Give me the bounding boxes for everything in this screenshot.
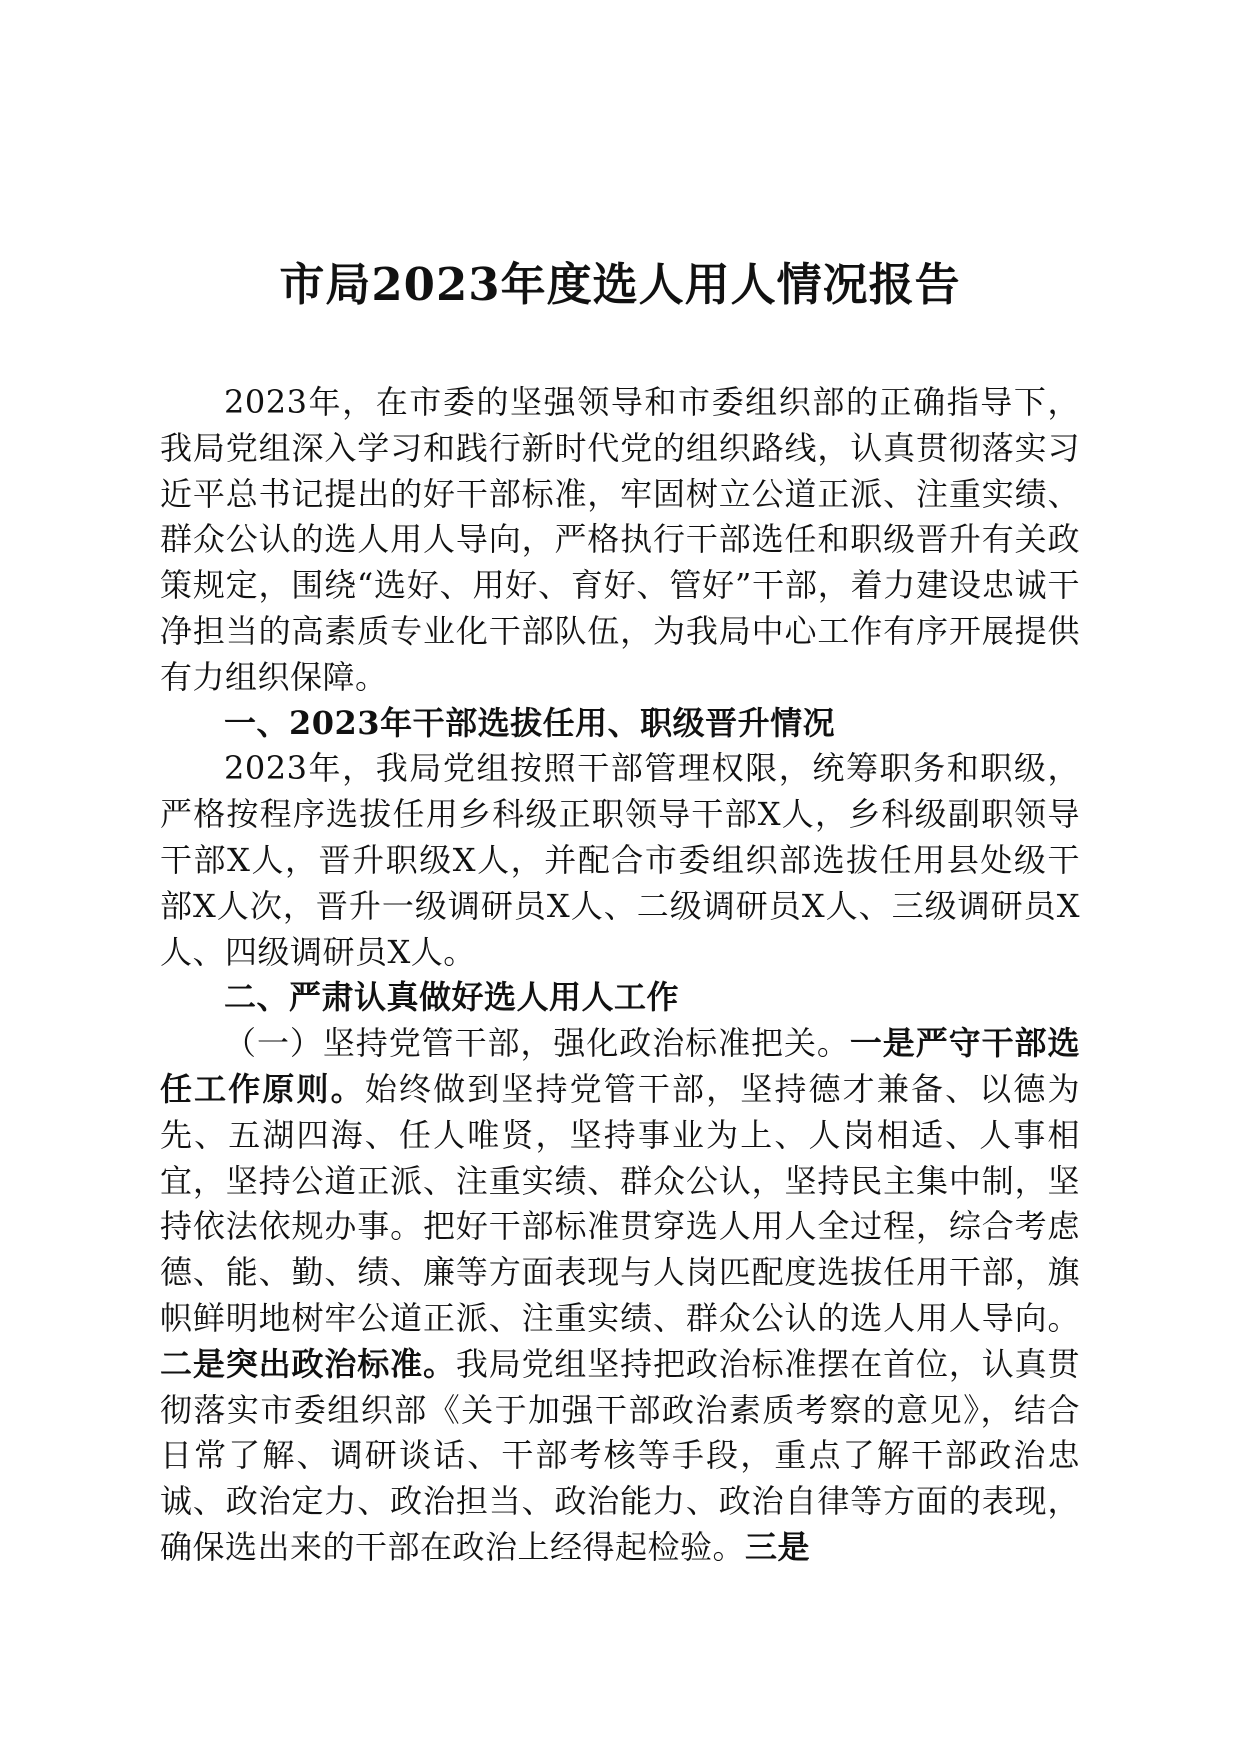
point1-text: 始终做到坚持党管干部，坚持德才兼备、以德为先、五湖四海、任人唯贤，坚持事业为上、人岗相适、人事相宜，坚持公道正派、注重实绩、群众公认，坚持民主集中制，坚持依法依规办事。把好干部标准贯穿选人用人全过程，综合考虑德、能、勤、绩、廉等方面表现与人岗匹配度选拔任用干部，旗帜鲜明地树牢公道正派、注重实绩、群众公认的选人用人导向。 <box>160 1069 1080 1337</box>
document-title: 市局2023年度选人用人情况报告 <box>279 258 961 311</box>
section1-paragraph: 2023年，我局党组按照干部管理权限，统筹职务和职级，严格按程序选拔任用乡科级正职领导干部X人，乡科级副职领导干部X人，晋升职级X人，并配合市委组织部选拔任用县处级干部X人次，晋升一级调研员X人、二级调研员X人、三级调研员X人、四级调研员X人。 <box>160 749 1080 971</box>
point3-lead: 三是 <box>745 1527 811 1566</box>
section2-sub1-paragraph <box>160 1021 1080 1571</box>
intro-paragraph: 2023年，在市委的坚强领导和市委组织部的正确指导下，我局党组深入学习和践行新时代党的组织路线，认真贯彻落实习近平总书记提出的好干部标准，牢固树立公道正派、注重实绩、群众公认的选人用人导向，严格执行干部选任和职级晋升有关政策规定，围绕“选好、用好、育好、管好”干部，着力建设忠诚干净担当的高素质专业化干部队伍，为我局中心工作有序开展提供有力组织保障。 <box>160 383 1080 696</box>
point2-text: 我局党组坚持把政治标准摆在首位，认真贯彻落实市委组织部《关于加强干部政治素质考察的意见》，结合日常了解、调研谈话、干部考核等手段，重点了解干部政治忠诚、政治定力、政治担当、政治能力、政治自律等方面的表现，确保选出来的干部在政治上经得起检验。 <box>160 1344 1080 1566</box>
point2-lead: 二是突出政治标准。 <box>160 1344 456 1383</box>
section1-heading: 一、2023年干部选拔任用、职级晋升情况 <box>224 703 836 742</box>
point1-lead: 一是严守干部选任工作原则。 <box>160 1024 1080 1108</box>
section2-heading: 二、严肃认真做好选人用人工作 <box>224 978 680 1017</box>
sub1-title: （一）坚持党管干部，强化政治标准把关。 <box>224 1024 850 1063</box>
document-body <box>160 380 1080 1571</box>
